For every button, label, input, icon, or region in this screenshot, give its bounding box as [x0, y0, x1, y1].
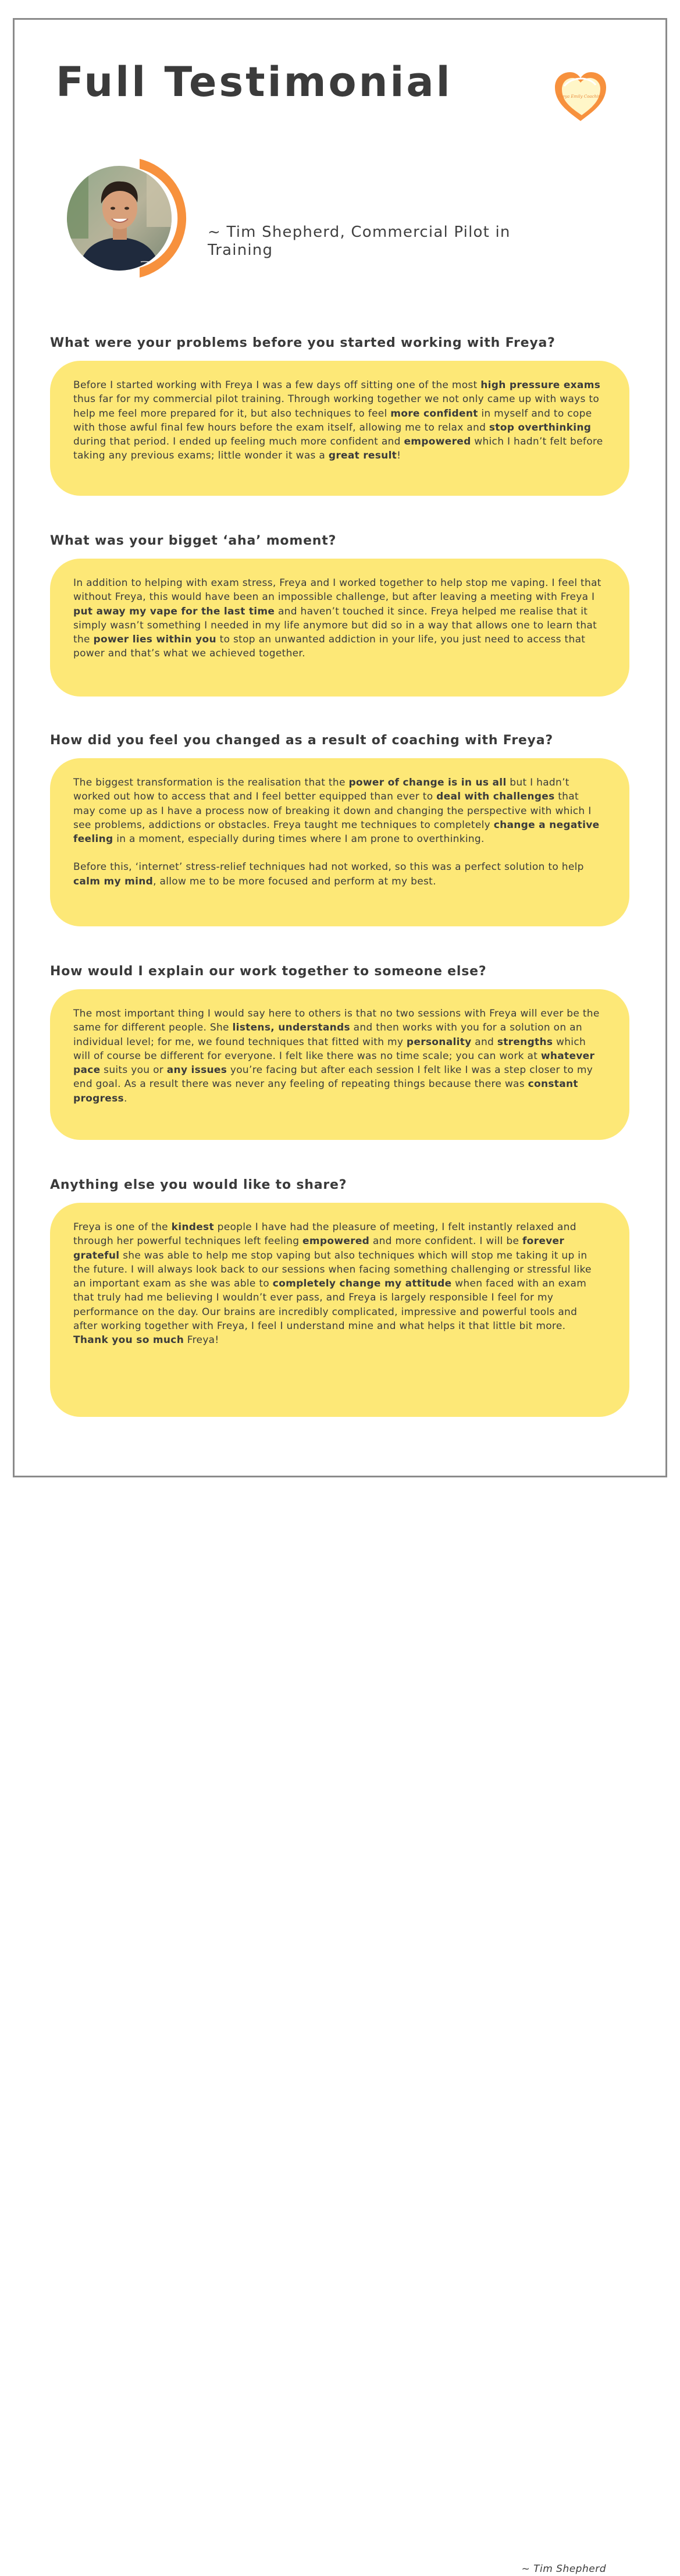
highlight-text: constant progress — [73, 1078, 578, 1104]
signoff: ~ Tim Shepherd — [521, 2563, 606, 2575]
highlight-text: stop overthinking — [489, 421, 592, 434]
avatar — [65, 157, 184, 279]
answer-text: she was able to help me stop vaping but also techniques which will stop me taking it up in the future. I will always look back to our sessions when facing something challenging or stressful like an important exam as she was able to — [73, 1249, 592, 1290]
answer-text: which I hadn’t felt before taking any previous exams; little wonder it was a — [73, 436, 603, 462]
testimonial-attribution: ~ Tim Shepherd, Commercial Pilot in Training — [208, 223, 511, 259]
highlight-text: calm my mind — [73, 875, 154, 887]
answer-text: in a moment, especially during times where I am prone to overthinking. — [113, 833, 485, 845]
highlight-text: listens, understands — [232, 1022, 350, 1034]
highlight-text: any issues — [166, 1064, 227, 1076]
answer-paragraph — [73, 378, 604, 463]
highlight-text: Thank you so much — [73, 1334, 184, 1346]
answer-text: during that period. I ended up feeling much more confident and — [73, 436, 404, 448]
answer-text: The most important thing I would say here to others is that no two sessions with Freya will ever be the same for different people. She — [73, 1008, 600, 1034]
highlight-text: forever grateful — [73, 1235, 565, 1262]
answer-paragraph — [73, 1007, 604, 1106]
question-heading: What were your problems before you started working with Freya? — [50, 336, 556, 350]
answer-card — [50, 361, 629, 496]
answer-text: Freya is one of the — [73, 1221, 172, 1233]
answer-text: and more confident. I will be — [369, 1235, 522, 1248]
answer-card — [50, 989, 629, 1140]
answer-paragraph — [73, 860, 604, 889]
answer-text: but I hadn’t worked out how to access that and I feel better equipped than ever to — [73, 777, 569, 803]
highlight-text: empowered — [302, 1235, 370, 1248]
answer-card — [50, 1203, 629, 2575]
highlight-text: power lies within you — [93, 634, 216, 646]
answer-text: Freya! — [184, 1334, 219, 1346]
answer-paragraph — [73, 776, 604, 846]
highlight-text: power of change is in us all — [348, 777, 507, 788]
answer-text: thus far for my commercial pilot training. Through working together we not only came up with ways to help me feel more prepared for it, but also techniques to feel — [73, 393, 600, 420]
answer-text: that may come up as I have a process now of breaking it down and changing the perspective with which I see problems, addictions or obstacles. Freya taught me techniques to completely — [73, 791, 592, 831]
answer-text: you’re facing but after each session I felt like I was a step closer to my end goal. As a result there was never any feeling of repeating things because there was — [73, 1064, 593, 1090]
question-heading: Anything else you would like to share? — [50, 1178, 347, 1192]
answer-text: which will of course be different for everyone. I felt like there was no time scale; you can work at — [73, 1036, 586, 1062]
highlight-text: empowered — [404, 436, 471, 448]
logo-lettering: Freya Emily Coaching — [557, 94, 604, 99]
highlight-text: completely change my attitude — [272, 1278, 452, 1290]
highlight-text: strengths — [497, 1036, 553, 1048]
answer-text: ! — [397, 450, 401, 462]
answer-text: suits you or — [100, 1064, 167, 1076]
answer-paragraph — [73, 1220, 604, 1348]
answer-text: In addition to helping with exam stress, Freya and I worked together to help stop me vaping. I feel that without Freya, this would have been an impossible challenge, but after leaving a meeting with Freya I — [73, 577, 601, 603]
answer-text: The biggest transformation is the realisation that the — [73, 777, 349, 788]
question-heading: How did you feel you changed as a result of coaching with Freya? — [50, 733, 553, 748]
highlight-text: high pressure exams — [480, 379, 601, 391]
answer-text: in myself and to cope with those awful final few hours before the exam itself, allowing me to relax and — [73, 407, 592, 434]
highlight-text: kindest — [171, 1221, 214, 1233]
answer-text: , allow me to be more focused and perform at my best. — [153, 875, 436, 887]
question-heading: What was your bigget ‘aha’ moment? — [50, 534, 337, 548]
answer-text: and haven’t touched it since. Freya helped me realise that it simply wasn’t something I needed in my life anymore but did so in a way that allows one to learn that the — [73, 605, 597, 646]
question-heading: How would I explain our work together to someone else? — [50, 964, 487, 979]
answer-text: Before this, ‘internet’ stress-relief techniques had not worked, so this was a perfect solution to help — [73, 861, 584, 873]
answer-text: when faced with an exam that truly had me believing I wouldn’t ever pass, and Freya is largely responsible I feel for my performance on the day. Our brains are incredibly complicated, impressive and powerful tools and after working together with Freya, I feel I understand mine and what helps it that little bit more. — [73, 1278, 587, 1333]
answer-text: Before I started working with Freya I was a few days off sitting one of the most — [73, 379, 481, 391]
answer-text: . — [123, 1092, 127, 1104]
answer-paragraph — [73, 576, 604, 661]
answer-card — [50, 559, 629, 697]
highlight-text: whatever pace — [73, 1050, 595, 1076]
answer-text: people I have had the pleasure of meeting, I felt instantly relaxed and through her powerful techniques left feeling — [73, 1221, 576, 1248]
highlight-text: change a negative feeling — [73, 819, 600, 845]
highlight-text: personality — [406, 1036, 472, 1048]
heart-logo-icon — [553, 71, 608, 122]
answer-text: to stop an unwanted addiction in your life, you just need to access that power and that’s what we achieved together. — [73, 634, 586, 660]
highlight-text: put away my vape for the last time — [73, 605, 275, 617]
highlight-text: great result — [328, 450, 397, 462]
page-title: Full Testimonial — [56, 58, 453, 106]
answer-text: and then works with you for a solution on an individual level; for me, we found techniques that fitted with my — [73, 1022, 582, 1048]
highlight-text: deal with challenges — [436, 791, 555, 803]
answer-text: and — [471, 1036, 497, 1048]
answer-card — [50, 758, 629, 926]
highlight-text: more confident — [390, 407, 478, 420]
